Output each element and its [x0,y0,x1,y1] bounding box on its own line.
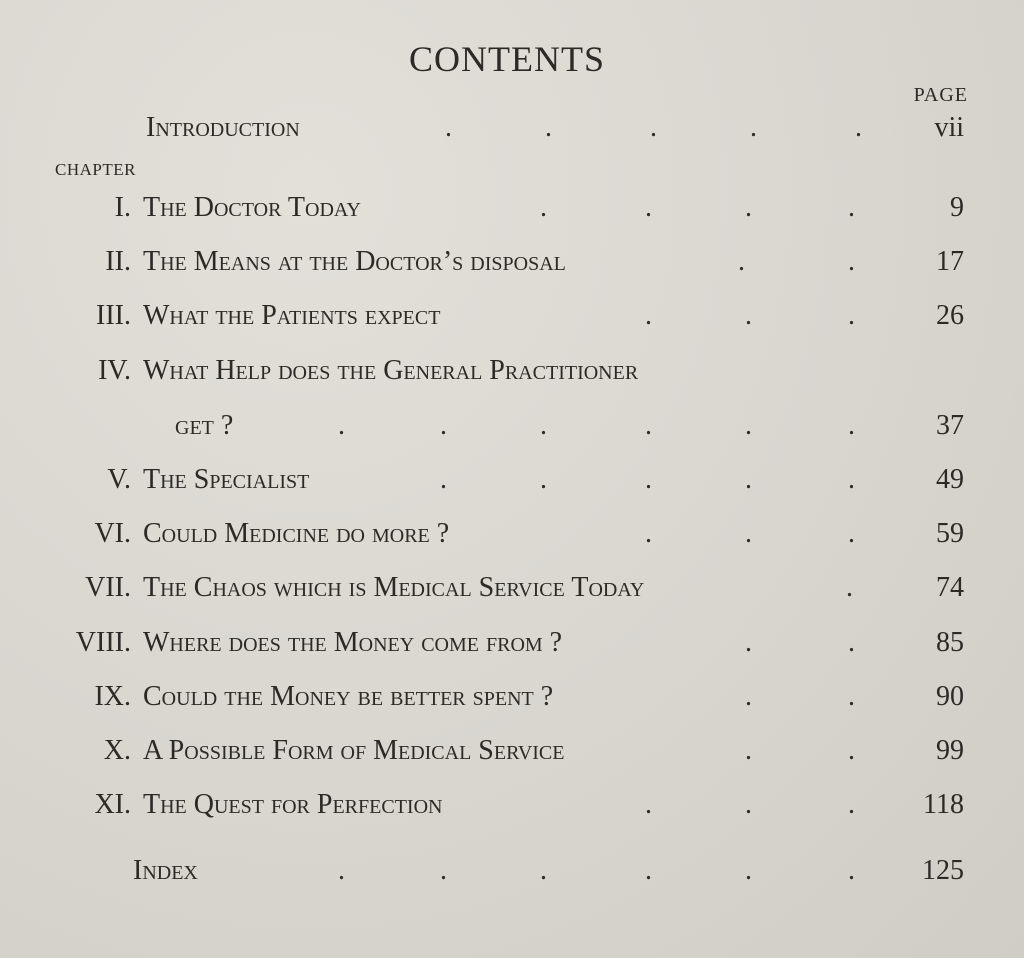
entry-number: II. [105,246,131,277]
page-column-header: PAGE [913,84,968,106]
leader-dot: . [540,410,547,441]
entry-title: Index [133,855,198,886]
toc-entry-introduction[interactable] [0,112,1024,152]
entry-title: The Doctor Today [143,192,361,223]
leader-dot: . [445,112,452,143]
entry-page: 37 [936,410,964,441]
entry-number: III. [96,300,131,331]
entry-title: The Chaos which is Medical Service Today [143,572,645,603]
entry-title: Where does the Money come from ? [143,627,563,658]
leader-dot: . [645,789,652,820]
leader-dot: . [848,789,855,820]
entry-title: The Means at the Doctor’s disposal [143,246,566,277]
entry-number: VI. [94,518,131,549]
toc-entry-chapter-4[interactable] [0,355,1024,395]
entry-number: IV. [98,355,131,386]
entry-page: 118 [923,789,964,820]
entry-number: I. [114,192,131,223]
leader-dot: . [650,112,657,143]
toc-entry-chapter-11[interactable] [0,789,1024,829]
entry-title: A Possible Form of Medical Service [143,735,565,766]
leader-dot: . [545,112,552,143]
entry-page: 125 [922,855,964,886]
leader-dot: . [440,410,447,441]
entry-page: 85 [936,627,964,658]
leader-dot: . [848,627,855,658]
leader-dot: . [645,518,652,549]
entry-title: The Specialist [143,464,310,495]
leader-dot: . [848,518,855,549]
chapter-column-header: CHAPTER [55,160,136,179]
entry-page: 49 [936,464,964,495]
toc-entry-chapter-2[interactable] [0,246,1024,286]
entry-page: 9 [950,192,964,223]
toc-entry-chapter-10[interactable] [0,735,1024,775]
toc-entry-chapter-3[interactable] [0,300,1024,340]
toc-entry-chapter-4-continued[interactable] [0,410,1024,450]
toc-entry-index[interactable] [0,855,1024,895]
leader-dot: . [745,681,752,712]
entry-number: VII. [85,572,131,603]
leader-dot: . [645,410,652,441]
toc-entry-chapter-8[interactable] [0,627,1024,667]
leader-dot: . [645,300,652,331]
leader-dot: . [745,735,752,766]
toc-entry-chapter-9[interactable] [0,681,1024,721]
leader-dot: . [745,518,752,549]
toc-entry-chapter-5[interactable] [0,464,1024,504]
entry-title: Could the Money be better spent ? [143,681,554,712]
leader-dot: . [738,246,745,277]
entry-page: 59 [936,518,964,549]
entry-page: 90 [936,681,964,712]
entry-page: 17 [936,246,964,277]
page-title: CONTENTS [409,39,605,79]
entry-number: IX. [94,681,131,712]
leader-dot: . [645,464,652,495]
toc-entry-chapter-6[interactable] [0,518,1024,558]
entry-number: VIII. [75,627,131,658]
leader-dot: . [848,192,855,223]
leader-dot: . [750,112,757,143]
leader-dot: . [848,681,855,712]
entry-title: The Quest for Perfection [143,789,443,820]
leader-dot: . [848,246,855,277]
leader-dot: . [440,855,447,886]
entry-number: XI. [94,789,131,820]
leader-dot: . [745,464,752,495]
leader-dot: . [645,855,652,886]
entry-page: 74 [936,572,964,603]
entry-page: 26 [936,300,964,331]
entry-title: What the Patients expect [143,300,441,331]
leader-dot: . [745,300,752,331]
entry-title: What Help does the General Practitioner [143,355,639,386]
entry-number: V. [107,464,131,495]
leader-dot: . [848,855,855,886]
entry-title: Could Medicine do more ? [143,518,450,549]
leader-dot: . [848,735,855,766]
leader-dot: . [745,192,752,223]
toc-entry-chapter-1[interactable] [0,192,1024,232]
leader-dot: . [338,855,345,886]
leader-dot: . [855,112,862,143]
entry-page: 99 [936,735,964,766]
leader-dot: . [645,192,652,223]
leader-dot: . [745,855,752,886]
leader-dot: . [440,464,447,495]
leader-dot: . [848,300,855,331]
leader-dot: . [745,410,752,441]
leader-dot: . [338,410,345,441]
leader-dot: . [540,855,547,886]
entry-page: vii [934,112,964,143]
leader-dot: . [540,192,547,223]
entry-title: get ? [175,410,234,441]
leader-dot: . [848,410,855,441]
entry-number: X. [103,735,131,766]
leader-dot: . [540,464,547,495]
leader-dot: . [745,627,752,658]
entry-title: Introduction [146,112,300,143]
leader-dot: . [745,789,752,820]
leader-dot: . [846,572,853,603]
toc-entry-chapter-7[interactable] [0,572,1024,612]
leader-dot: . [848,464,855,495]
